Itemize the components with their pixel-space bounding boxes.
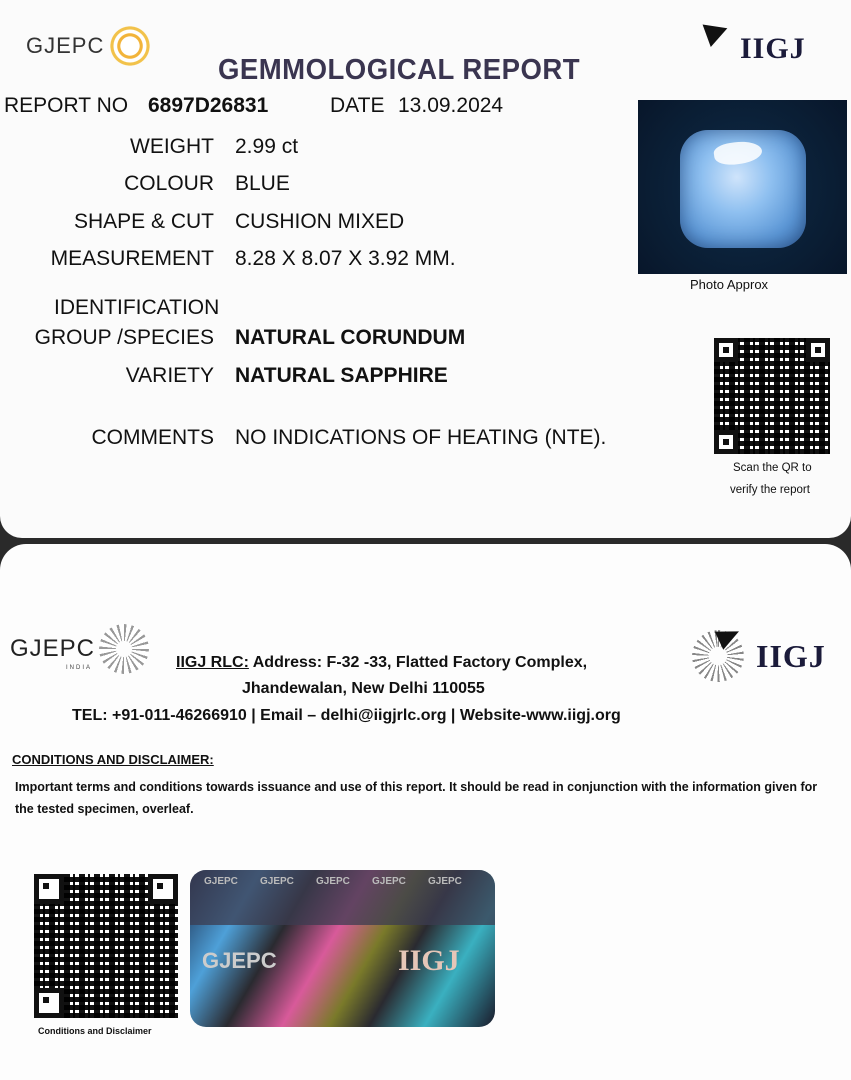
- measurement-value: 8.28 X 8.07 X 3.92 MM.: [235, 247, 456, 270]
- shape-cut-value: CUSHION MIXED: [235, 210, 405, 233]
- address-line1: [176, 654, 587, 672]
- gjepc-logo-text: GJEPC: [26, 33, 105, 58]
- sapphire-gem-image: [680, 130, 806, 248]
- photo-caption: Photo Approx: [690, 277, 769, 292]
- group-species-label: GROUP /SPECIES: [34, 326, 214, 349]
- address-label: IIGJ RLC:: [176, 654, 249, 671]
- gjepc-logo: [26, 24, 152, 68]
- report-back-card: [0, 544, 851, 1080]
- date-value: 13.09.2024: [398, 94, 504, 117]
- shape-cut-label: SHAPE & CUT: [73, 210, 214, 233]
- report-no-label: REPORT NO: [4, 94, 129, 117]
- colour-value: BLUE: [235, 172, 290, 195]
- iigj-logo-back: [690, 626, 840, 686]
- report-no-value: 6897D26831: [148, 94, 269, 117]
- address-line2: Jhandewalan, New Delhi 110055: [242, 680, 485, 697]
- date-label: DATE: [330, 94, 385, 117]
- verify-qr-code[interactable]: [714, 338, 830, 454]
- weight-value: 2.99 ct: [235, 135, 299, 158]
- hologram-iigj-text: IIGJ: [398, 944, 460, 977]
- conditions-heading: CONDITIONS AND DISCLAIMER:: [12, 752, 214, 767]
- report-front-card: [0, 0, 851, 538]
- comments-value: NO INDICATIONS OF HEATING (NTE).: [235, 426, 607, 449]
- hologram-text-row: GJEPC: [204, 876, 238, 887]
- iigj-logo: [706, 18, 826, 74]
- conditions-qr-code[interactable]: [34, 874, 178, 1018]
- variety-label: VARIETY: [125, 364, 214, 387]
- identification-label: IDENTIFICATION: [54, 296, 220, 319]
- weight-label: WEIGHT: [130, 135, 214, 158]
- group-species-value: NATURAL CORUNDUM: [235, 326, 466, 349]
- measurement-label: MEASUREMENT: [50, 247, 214, 270]
- gem-photo: [638, 100, 847, 274]
- variety-value: NATURAL SAPPHIRE: [235, 364, 448, 387]
- comments-label: COMMENTS: [91, 426, 214, 449]
- gjepc-sun-icon: [108, 24, 152, 68]
- report-title: GEMMOLOGICAL REPORT: [218, 54, 581, 86]
- hologram-sticker: GJEPC GJEPC GJEPC GJEPC GJEPC GJEPC IIGJ: [190, 870, 495, 1027]
- gjepc-sun-icon-back: [99, 624, 149, 674]
- qr-caption-line2: verify the report: [730, 484, 810, 496]
- iigj-logo-back-text: IIGJ: [756, 638, 826, 674]
- gjepc-india-text: INDIA: [66, 665, 93, 671]
- iigj-arrow-icon: [703, 17, 732, 47]
- address-line1-text: Address: F-32 -33, Flatted Factory Complex,: [252, 654, 588, 671]
- gjepc-logo-back-text: GJEPC: [10, 635, 96, 662]
- iigj-logo-text: IIGJ: [740, 32, 806, 65]
- hologram-gjepc-text: GJEPC: [202, 948, 277, 973]
- gjepc-logo-back: [10, 624, 149, 674]
- conditions-qr-caption: Conditions and Disclaimer: [38, 1026, 152, 1036]
- qr-caption-line1: Scan the QR to: [733, 462, 812, 474]
- colour-label: COLOUR: [124, 172, 214, 195]
- contact-line: TEL: +91-011-46266910 | Email – delhi@iigjrlc.org | Website-www.iigj.org: [72, 707, 621, 724]
- conditions-text: Important terms and conditions towards issuance and use of this report. It should be read in conjunction with the information given for the tested specimen, overleaf.: [15, 780, 818, 816]
